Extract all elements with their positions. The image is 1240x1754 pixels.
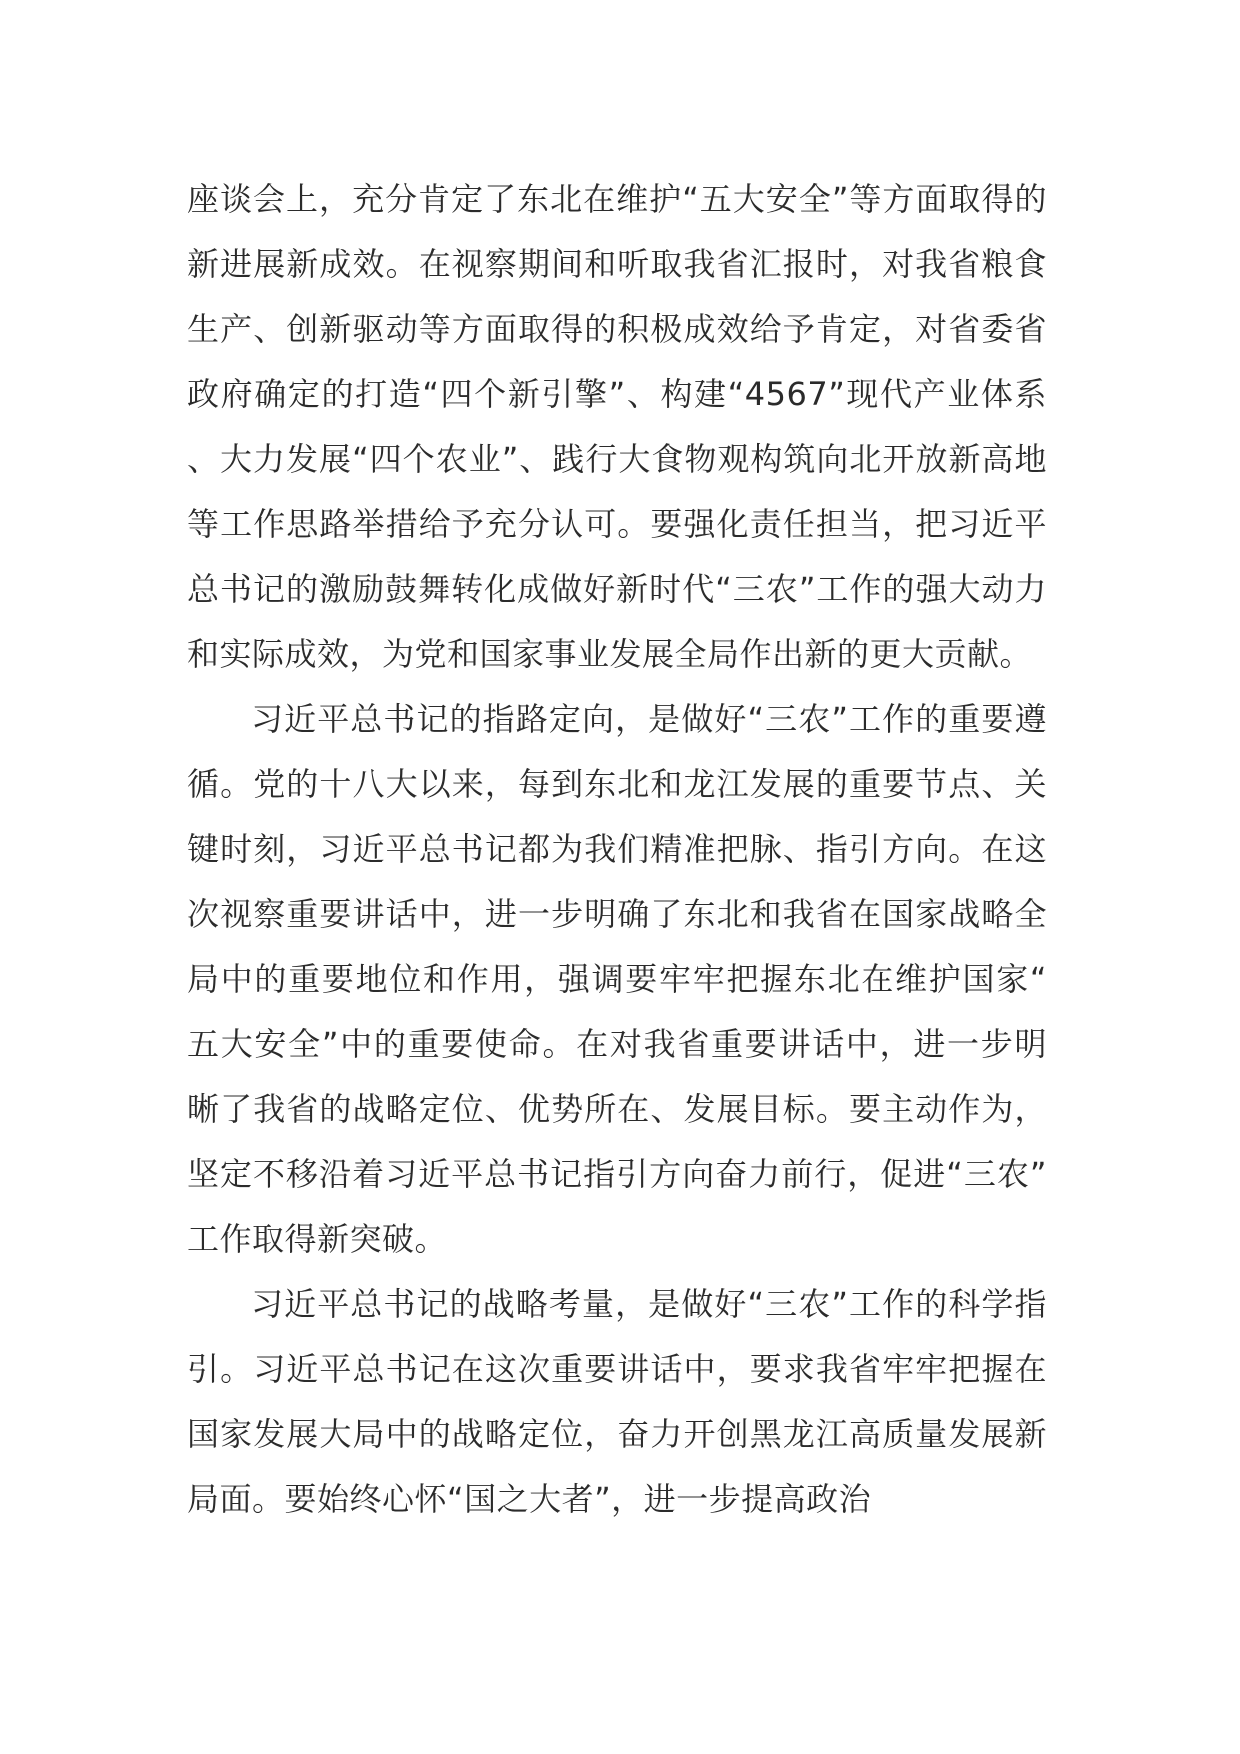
paragraph-3: 习近平总书记的战略考量，是做好“三农”工作的科学指引。习近平总书记在这次重要讲话中，要求我省牢牢把握在国家发展大局中的战略定位，奋力开创黑龙江高质量发展新局面。要始终心怀“国之大者”，进一步提高政治: [187, 1285, 1047, 1518]
paragraph-1: 座谈会上，充分肯定了东北在维护“五大安全”等方面取得的新进展新成效。在视察期间和听取我省汇报时，对我省粮食生产、创新驱动等方面取得的积极成效给予肯定，对省委省政府确定的打造“四个新引擎”、构建“4567”现代产业体系、大力发展“四个农业”、践行大食物观构筑向北开放新高地等工作思路举措给予充分认可。要强化责任担当，把习近平总书记的激励鼓舞转化成做好新时代“三农”工作的强大动力和实际成效，为党和国家事业发展全局作出新的更大贡献。: [187, 180, 1047, 673]
paragraph-2: 习近平总书记的指路定向，是做好“三农”工作的重要遵循。党的十八大以来，每到东北和龙江发展的重要节点、关键时刻，习近平总书记都为我们精准把脉、指引方向。在这次视察重要讲话中，进一步明确了东北和我省在国家战略全局中的重要地位和作用，强调要牢牢把握东北在维护国家“五大安全”中的重要使命。在对我省重要讲话中，进一步明晰了我省的战略定位、优势所在、发展目标。要主动作为，坚定不移沿着习近平总书记指引方向奋力前行，促进“三农”工作取得新突破。: [187, 700, 1047, 1258]
document-body: [187, 167, 1047, 1532]
